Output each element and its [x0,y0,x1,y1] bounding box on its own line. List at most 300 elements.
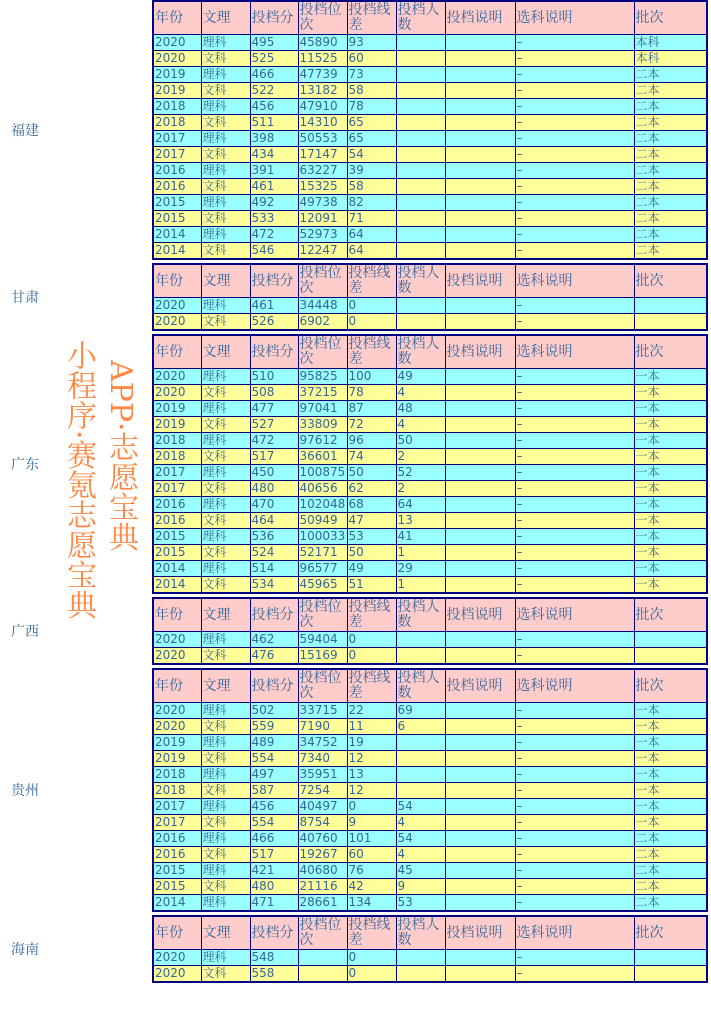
cell-subject-note: – [515,179,634,195]
table-row [153,433,707,449]
cell-batch: 一本 [634,783,707,799]
cell-year: 2019 [153,735,201,751]
cell-line-diff: 11 [347,719,396,735]
column-header-year: 年份 [153,335,201,369]
cell-year: 2020 [153,369,201,385]
table-row [153,879,707,895]
table-row [153,545,707,561]
cell-admission-note [445,465,515,481]
cell-batch: 二本 [634,163,707,179]
cell-admission-note [445,179,515,195]
cell-line-diff: 22 [347,703,396,719]
cell-count [396,51,445,67]
province-section [0,915,711,983]
cell-score: 497 [250,767,298,783]
cell-line-diff: 64 [347,227,396,243]
cell-admission-note [445,831,515,847]
column-header-batch: 批次 [634,335,707,369]
cell-year: 2015 [153,545,201,561]
cell-line-diff: 13 [347,767,396,783]
score-table [152,0,708,260]
cell-count [396,67,445,83]
cell-score: 559 [250,719,298,735]
cell-line-diff: 0 [347,314,396,331]
cell-subject-note: – [515,195,634,211]
score-table [152,915,708,983]
table-row [153,863,707,879]
cell-batch: 二本 [634,227,707,243]
cell-score: 471 [250,895,298,912]
table-row [153,847,707,863]
cell-track: 理科 [201,950,250,966]
cell-line-diff: 100 [347,369,396,385]
cell-rank: 97041 [298,401,347,417]
cell-subject-note: – [515,35,634,51]
cell-year: 2020 [153,719,201,735]
cell-admission-note [445,433,515,449]
cell-track: 文科 [201,577,250,594]
cell-subject-note: – [515,831,634,847]
cell-subject-note: – [515,433,634,449]
cell-admission-note [445,863,515,879]
cell-count [396,227,445,243]
cell-track: 理科 [201,227,250,243]
cell-track: 文科 [201,481,250,497]
column-header-subject-note: 选科说明 [515,598,634,632]
column-header-line-diff: 投档线差 [347,669,396,703]
cell-count: 4 [396,385,445,401]
cell-batch: 一本 [634,815,707,831]
cell-batch: 一本 [634,401,707,417]
cell-count: 1 [396,545,445,561]
cell-rank: 52973 [298,227,347,243]
column-header-batch: 批次 [634,669,707,703]
column-header-subject-note: 选科说明 [515,264,634,298]
cell-count [396,211,445,227]
cell-year: 2020 [153,632,201,648]
cell-subject-note: – [515,545,634,561]
cell-year: 2016 [153,163,201,179]
cell-count: 45 [396,863,445,879]
cell-score: 558 [250,966,298,983]
cell-track: 理科 [201,529,250,545]
cell-year: 2019 [153,751,201,767]
watermark-line-2: APP·志愿宝典 [103,360,138,552]
cell-admission-note [445,703,515,719]
column-header-track: 文理 [201,669,250,703]
table-row [153,115,707,131]
cell-count [396,966,445,983]
cell-track: 文科 [201,83,250,99]
cell-admission-note [445,449,515,465]
province-section [0,597,711,665]
cell-track: 理科 [201,735,250,751]
table-row [153,719,707,735]
cell-subject-note: – [515,529,634,545]
cell-rank: 17147 [298,147,347,163]
cell-subject-note: – [515,497,634,513]
column-header-admission-note: 投档说明 [445,598,515,632]
column-header-track: 文理 [201,598,250,632]
cell-count: 9 [396,879,445,895]
cell-count: 13 [396,513,445,529]
cell-year: 2015 [153,863,201,879]
cell-score: 472 [250,227,298,243]
province-label: 广东 [11,457,39,473]
cell-score: 514 [250,561,298,577]
cell-line-diff: 53 [347,529,396,545]
cell-line-diff: 68 [347,497,396,513]
cell-score: 470 [250,497,298,513]
cell-rank: 11525 [298,51,347,67]
cell-rank: 47739 [298,67,347,83]
cell-count: 4 [396,417,445,433]
cell-year: 2016 [153,847,201,863]
table-row [153,831,707,847]
cell-rank: 59404 [298,632,347,648]
table-row [153,51,707,67]
cell-count: 54 [396,799,445,815]
cell-subject-note: – [515,879,634,895]
province-label: 海南 [11,942,39,958]
column-header-score: 投档分 [250,916,298,950]
cell-line-diff: 65 [347,131,396,147]
cell-line-diff: 39 [347,163,396,179]
cell-year: 2020 [153,703,201,719]
cell-line-diff: 0 [347,648,396,665]
cell-admission-note [445,417,515,433]
cell-year: 2018 [153,767,201,783]
cell-count: 54 [396,831,445,847]
cell-score: 489 [250,735,298,751]
column-header-score: 投档分 [250,335,298,369]
cell-line-diff: 93 [347,35,396,51]
cell-rank: 40680 [298,863,347,879]
cell-score: 510 [250,369,298,385]
table-row [153,465,707,481]
cell-line-diff: 0 [347,632,396,648]
cell-subject-note: – [515,895,634,912]
column-header-admission-note: 投档说明 [445,669,515,703]
cell-year: 2015 [153,529,201,545]
cell-batch: 二本 [634,67,707,83]
cell-rank: 47910 [298,99,347,115]
cell-subject-note: – [515,966,634,983]
cell-rank: 49738 [298,195,347,211]
cell-track: 文科 [201,449,250,465]
cell-admission-note [445,719,515,735]
table-row [153,751,707,767]
cell-count: 48 [396,401,445,417]
cell-admission-note [445,67,515,83]
cell-subject-note: – [515,163,634,179]
cell-year: 2017 [153,131,201,147]
cell-score: 477 [250,401,298,417]
cell-year: 2016 [153,179,201,195]
cell-line-diff: 0 [347,799,396,815]
cell-track: 文科 [201,648,250,665]
table-row [153,561,707,577]
cell-batch: 一本 [634,449,707,465]
cell-line-diff: 78 [347,385,396,401]
cell-line-diff: 0 [347,966,396,983]
cell-year: 2020 [153,35,201,51]
cell-batch: 一本 [634,751,707,767]
cell-count [396,314,445,331]
cell-admission-note [445,369,515,385]
cell-admission-note [445,314,515,331]
cell-track: 理科 [201,195,250,211]
cell-subject-note: – [515,561,634,577]
cell-count: 2 [396,481,445,497]
column-header-batch: 批次 [634,264,707,298]
cell-track: 理科 [201,298,250,314]
table-row [153,648,707,665]
cell-rank: 97612 [298,433,347,449]
cell-track: 理科 [201,433,250,449]
cell-batch: 二本 [634,879,707,895]
cell-score: 480 [250,879,298,895]
cell-score: 536 [250,529,298,545]
cell-year: 2019 [153,67,201,83]
cell-line-diff: 51 [347,577,396,594]
cell-track: 文科 [201,314,250,331]
cell-subject-note: – [515,298,634,314]
column-header-year: 年份 [153,1,201,35]
cell-batch: 二本 [634,847,707,863]
cell-score: 533 [250,211,298,227]
cell-rank: 34448 [298,298,347,314]
cell-rank: 45965 [298,577,347,594]
cell-track: 理科 [201,632,250,648]
column-header-admission-note: 投档说明 [445,264,515,298]
cell-track: 理科 [201,831,250,847]
cell-batch: 二本 [634,863,707,879]
table-header-row [153,916,707,950]
cell-rank: 34752 [298,735,347,751]
column-header-admission-note: 投档说明 [445,916,515,950]
cell-admission-note [445,799,515,815]
table-row [153,243,707,260]
cell-year: 2015 [153,879,201,895]
column-header-score: 投档分 [250,598,298,632]
cell-year: 2018 [153,449,201,465]
cell-subject-note: – [515,243,634,260]
column-header-rank: 投档位次 [298,669,347,703]
cell-rank: 35951 [298,767,347,783]
cell-year: 2014 [153,895,201,912]
table-row [153,577,707,594]
cell-subject-note: – [515,577,634,594]
cell-rank: 52171 [298,545,347,561]
cell-track: 理科 [201,767,250,783]
cell-year: 2014 [153,243,201,260]
cell-rank: 50553 [298,131,347,147]
cell-count [396,99,445,115]
cell-count [396,243,445,260]
cell-track: 文科 [201,719,250,735]
cell-track: 文科 [201,147,250,163]
column-header-line-diff: 投档线差 [347,335,396,369]
cell-subject-note: – [515,767,634,783]
cell-line-diff: 65 [347,115,396,131]
cell-admission-note [445,99,515,115]
cell-rank: 28661 [298,895,347,912]
table-row [153,35,707,51]
column-header-count: 投档人数 [396,264,445,298]
cell-year: 2020 [153,51,201,67]
cell-year: 2020 [153,950,201,966]
column-header-count: 投档人数 [396,916,445,950]
column-header-count: 投档人数 [396,335,445,369]
cell-count [396,767,445,783]
cell-year: 2019 [153,417,201,433]
cell-admission-note [445,195,515,211]
column-header-subject-note: 选科说明 [515,1,634,35]
cell-subject-note: – [515,401,634,417]
cell-admission-note [445,648,515,665]
cell-rank: 19267 [298,847,347,863]
cell-batch: 一本 [634,799,707,815]
column-header-count: 投档人数 [396,669,445,703]
cell-line-diff: 19 [347,735,396,751]
cell-subject-note: – [515,449,634,465]
cell-subject-note: – [515,783,634,799]
cell-count [396,83,445,99]
cell-subject-note: – [515,314,634,331]
cell-subject-note: – [515,83,634,99]
cell-line-diff: 58 [347,179,396,195]
cell-subject-note: – [515,481,634,497]
column-header-subject-note: 选科说明 [515,916,634,950]
cell-year: 2018 [153,433,201,449]
cell-admission-note [445,401,515,417]
cell-count: 49 [396,369,445,385]
column-header-batch: 批次 [634,1,707,35]
column-header-rank: 投档位次 [298,264,347,298]
cell-track: 文科 [201,847,250,863]
cell-track: 理科 [201,369,250,385]
table-row [153,401,707,417]
cell-score: 391 [250,163,298,179]
cell-year: 2014 [153,577,201,594]
cell-admission-note [445,577,515,594]
cell-line-diff: 74 [347,449,396,465]
cell-batch: 二本 [634,895,707,912]
cell-score: 492 [250,195,298,211]
cell-batch: 一本 [634,545,707,561]
cell-track: 文科 [201,879,250,895]
cell-admission-note [445,51,515,67]
cell-rank: 7340 [298,751,347,767]
cell-subject-note: – [515,815,634,831]
cell-rank: 7190 [298,719,347,735]
cell-line-diff: 73 [347,67,396,83]
cell-count: 53 [396,895,445,912]
cell-count: 6 [396,719,445,735]
cell-rank: 12247 [298,243,347,260]
cell-subject-note: – [515,703,634,719]
cell-admission-note [445,767,515,783]
cell-count [396,648,445,665]
cell-year: 2019 [153,401,201,417]
cell-score: 450 [250,465,298,481]
cell-count [396,195,445,211]
cell-score: 462 [250,632,298,648]
cell-line-diff: 49 [347,561,396,577]
cell-batch: 二本 [634,179,707,195]
cell-subject-note: – [515,227,634,243]
cell-line-diff: 72 [347,417,396,433]
table-row [153,163,707,179]
cell-rank: 100033 [299,529,346,543]
cell-batch: 二本 [634,243,707,260]
cell-admission-note [445,895,515,912]
cell-line-diff: 42 [347,879,396,895]
province-section [0,263,711,331]
cell-admission-note [445,815,515,831]
cell-admission-note [445,513,515,529]
cell-rank: 100875 [299,465,346,479]
table-row [153,799,707,815]
cell-track: 理科 [201,703,250,719]
cell-count [396,179,445,195]
cell-score: 456 [250,99,298,115]
cell-subject-note: – [515,950,634,966]
cell-subject-note: – [515,115,634,131]
cell-year: 2020 [153,648,201,665]
cell-score: 421 [250,863,298,879]
cell-batch: 二本 [634,831,707,847]
cell-track: 文科 [201,179,250,195]
cell-year: 2017 [153,465,201,481]
cell-subject-note: – [515,369,634,385]
cell-line-diff: 134 [347,895,396,912]
cell-count [396,751,445,767]
cell-count [396,783,445,799]
cell-score: 517 [250,847,298,863]
column-header-track: 文理 [201,335,250,369]
cell-count: 4 [396,815,445,831]
cell-batch: 一本 [634,703,707,719]
cell-track: 文科 [201,751,250,767]
cell-track: 理科 [201,35,250,51]
cell-score: 464 [250,513,298,529]
cell-rank: 7254 [298,783,347,799]
cell-line-diff: 60 [347,847,396,863]
cell-track: 文科 [201,51,250,67]
cell-count: 64 [396,497,445,513]
cell-year: 2016 [153,497,201,513]
cell-batch: 一本 [634,529,707,545]
cell-rank: 50949 [298,513,347,529]
cell-year: 2020 [153,314,201,331]
cell-batch: 一本 [634,385,707,401]
cell-subject-note: – [515,211,634,227]
cell-batch: 二本 [634,195,707,211]
province-section [0,334,711,594]
cell-admission-note [445,879,515,895]
cell-line-diff: 50 [347,465,396,481]
cell-score: 534 [250,577,298,594]
table-row [153,298,707,314]
table-row [153,497,707,513]
cell-batch: 一本 [634,433,707,449]
table-row [153,966,707,983]
column-header-year: 年份 [153,598,201,632]
cell-admission-note [445,298,515,314]
table-row [153,211,707,227]
